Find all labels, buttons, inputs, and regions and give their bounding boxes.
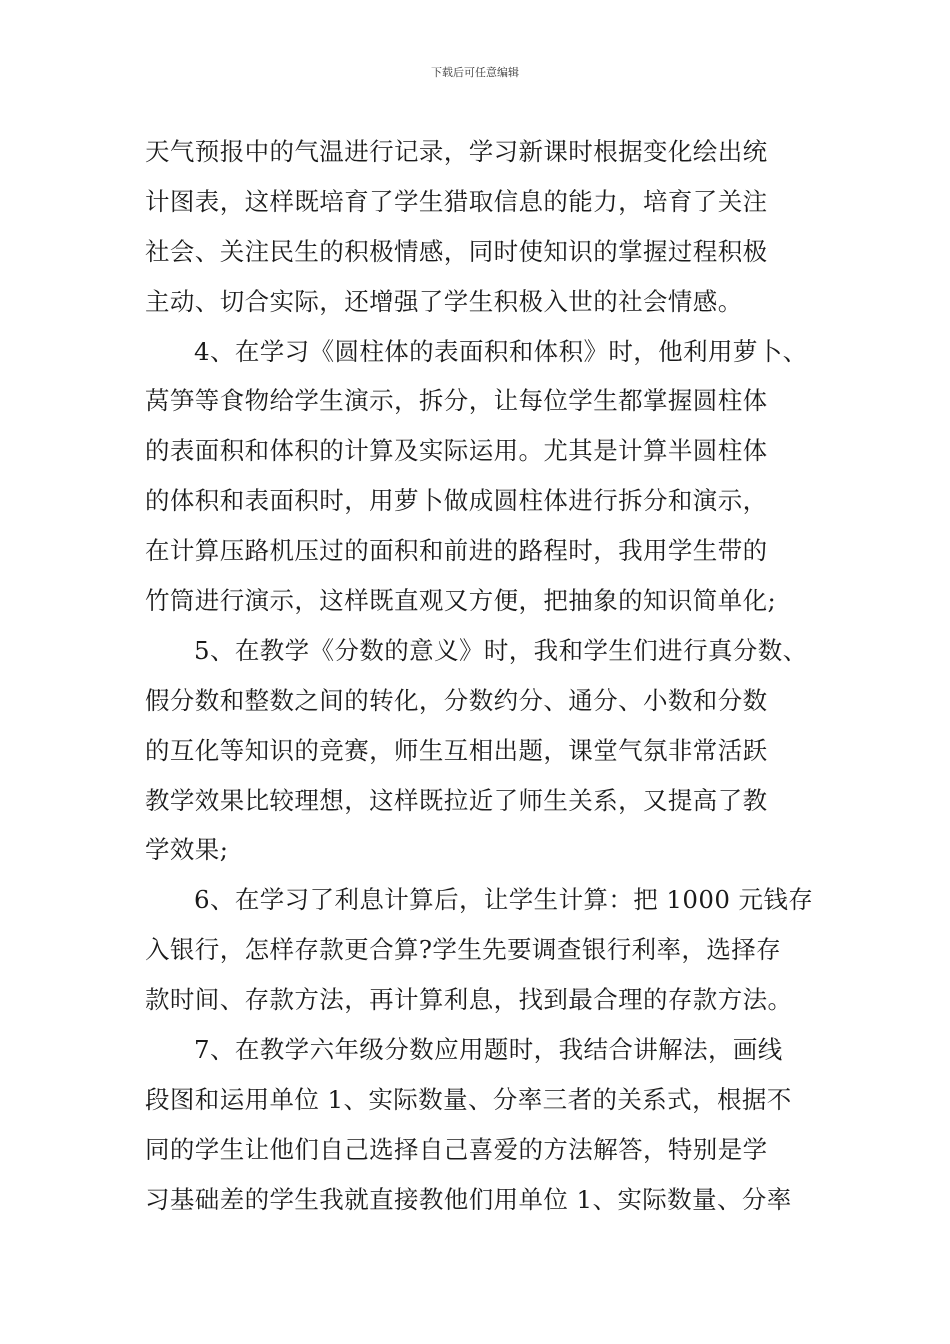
text-line: 段图和运用单位 1、实际数量、分率三者的关系式，根据不 <box>145 1084 792 1114</box>
text-line: 天气预报中的气温进行记录，学习新课时根据变化绘出统 <box>145 137 768 166</box>
text-line: 的表面积和体积的计算及实际运用。尤其是计算半圆柱体 <box>145 436 768 466</box>
text-line: 款时间、存款方法，再计算利息，找到最合理的存款方法。 <box>145 985 793 1015</box>
document-body <box>145 130 825 1228</box>
text-line: 假分数和整数之间的转化，分数约分、通分、小数和分数 <box>145 685 768 715</box>
text-line: 竹筒进行演示，这样既直观又方便，把抽象的知识简单化; <box>145 586 777 616</box>
text-line: 计图表，这样既培育了学生猎取信息的能力，培育了关注 <box>145 186 768 216</box>
text-line: 的体积和表面积时，用萝卜做成圆柱体进行拆分和演示， <box>145 486 768 516</box>
paragraph-4-start: 4、在学习《圆柱体的表面积和体积》时，他利用萝卜、 <box>194 336 808 366</box>
page-header-note: 下载后可任意编辑 <box>431 66 519 79</box>
text-line: 入银行，怎样存款更合算?学生先要调查银行利率，选择存 <box>145 935 782 965</box>
text-line: 在计算压路机压过的面积和前进的路程时，我用学生带的 <box>145 536 768 566</box>
text-line: 主动、切合实际，还增强了学生积极入世的社会情感。 <box>145 286 743 316</box>
paragraph-7-start: 7、在教学六年级分数应用题时，我结合讲解法，画线 <box>194 1035 783 1065</box>
text-line: 同的学生让他们自己选择自己喜爱的方法解答，特别是学 <box>145 1134 768 1164</box>
paragraph-5-start: 5、在教学《分数的意义》时，我和学生们进行真分数、 <box>194 635 808 665</box>
text-line: 学效果; <box>145 835 229 865</box>
text-line: 的互化等知识的竞赛，师生互相出题，课堂气氛非常活跃 <box>145 735 768 765</box>
text-line: 习基础差的学生我就直接教他们用单位 1、实际数量、分率 <box>145 1184 792 1214</box>
text-line: 教学效果比较理想，这样既拉近了师生关系，又提高了教 <box>145 785 768 815</box>
paragraph-6-start: 6、在学习了利息计算后，让学生计算：把 1000 元钱存 <box>194 885 814 915</box>
text-line: 社会、关注民生的积极情感，同时使知识的掌握过程积极 <box>145 236 768 266</box>
text-line: 莴笋等食物给学生演示，拆分，让每位学生都掌握圆柱体 <box>145 386 768 416</box>
